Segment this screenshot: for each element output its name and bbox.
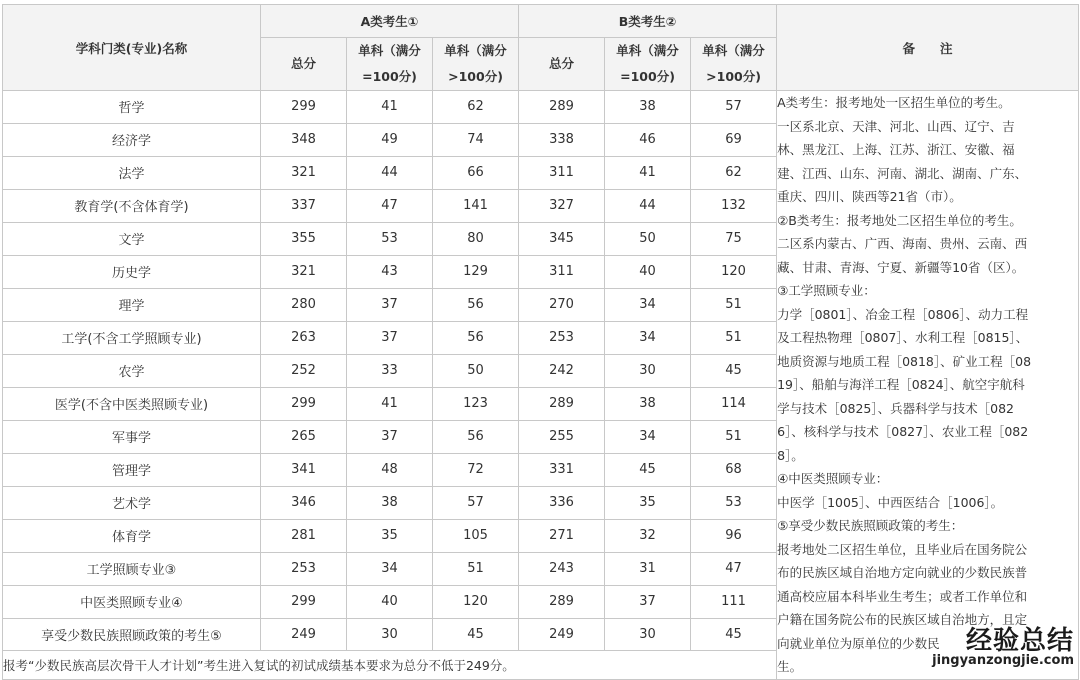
- score-cell-b-s1: 34: [605, 420, 691, 453]
- score-table: [2, 4, 1079, 680]
- score-cell-b-s2: 69: [691, 123, 777, 156]
- score-cell-a-total: 321: [261, 156, 347, 189]
- score-cell-a-s2: 51: [433, 552, 519, 585]
- score-cell-a-s2: 57: [433, 486, 519, 519]
- note-line: A类考生：报考地处一区招生单位的考生。: [777, 95, 1011, 110]
- score-cell-a-total: 281: [261, 519, 347, 552]
- score-cell-a-s2: 45: [433, 618, 519, 651]
- score-cell-b-total: 311: [519, 156, 605, 189]
- subject-name-cell: 军事学: [3, 420, 261, 453]
- header-b-single-gt100: 单科（满分 >100分): [691, 38, 777, 91]
- note-line: 布的民族区域自治地方定向就业的少数民族普: [777, 565, 1028, 580]
- score-cell-b-total: 289: [519, 387, 605, 420]
- header-a-total: 总分: [261, 38, 347, 91]
- score-cell-a-s2: 56: [433, 321, 519, 354]
- score-cell-a-s1: 37: [347, 288, 433, 321]
- note-line: 6］、核科学与技术［0827］、农业工程［082: [777, 424, 1029, 439]
- score-cell-a-total: 263: [261, 321, 347, 354]
- score-cell-b-s1: 32: [605, 519, 691, 552]
- score-cell-b-total: 338: [519, 123, 605, 156]
- score-cell-b-total: 243: [519, 552, 605, 585]
- score-cell-b-s1: 34: [605, 288, 691, 321]
- score-cell-a-s2: 123: [433, 387, 519, 420]
- score-cell-a-s1: 34: [347, 552, 433, 585]
- score-cell-a-s1: 47: [347, 189, 433, 222]
- score-cell-b-s2: 51: [691, 321, 777, 354]
- score-cell-a-s2: 105: [433, 519, 519, 552]
- score-cell-b-s2: 132: [691, 189, 777, 222]
- note-line: 学与技术［0825］、兵器科学与技术［082: [777, 400, 1014, 416]
- subject-name-cell: 工学(不含工学照顾专业): [3, 321, 261, 354]
- score-cell-b-total: 331: [519, 453, 605, 486]
- header-notes: 备 注: [777, 5, 1079, 91]
- score-cell-a-s2: 74: [433, 123, 519, 156]
- score-cell-b-s2: 68: [691, 453, 777, 486]
- score-cell-a-total: 348: [261, 123, 347, 156]
- note-line: 二区系内蒙古、广西、海南、贵州、云南、西: [777, 236, 1028, 251]
- score-cell-a-s2: 56: [433, 288, 519, 321]
- score-cell-a-s1: 41: [347, 91, 433, 124]
- score-cell-b-total: 249: [519, 618, 605, 651]
- score-cell-b-total: 289: [519, 91, 605, 124]
- score-cell-b-s1: 30: [605, 618, 691, 651]
- footer-note: 报考“少数民族高层次骨干人才计划”考生进入复试的初试成绩基本要求为总分不低于249分。: [3, 651, 777, 679]
- score-cell-a-s1: 38: [347, 486, 433, 519]
- score-cell-b-s1: 35: [605, 486, 691, 519]
- score-cell-b-s2: 96: [691, 519, 777, 552]
- score-cell-a-s1: 37: [347, 321, 433, 354]
- score-cell-b-s1: 38: [605, 91, 691, 124]
- score-cell-b-total: 289: [519, 585, 605, 618]
- subject-name-cell: 医学(不含中医类照顾专业): [3, 387, 261, 420]
- score-cell-b-s2: 45: [691, 618, 777, 651]
- subject-name-cell: 享受少数民族照顾政策的考生⑤: [3, 618, 261, 651]
- watermark-url: jingyanzongjie.com: [932, 653, 1074, 668]
- score-cell-b-total: 271: [519, 519, 605, 552]
- score-cell-a-total: 280: [261, 288, 347, 321]
- note-line: ②B类考生：报考地处二区招生单位的考生。: [777, 212, 1022, 228]
- score-cell-b-s1: 38: [605, 387, 691, 420]
- score-cell-a-total: 299: [261, 585, 347, 618]
- score-cell-b-s1: 40: [605, 255, 691, 288]
- subject-name-cell: 工学照顾专业③: [3, 552, 261, 585]
- subject-name-cell: 哲学: [3, 91, 261, 124]
- score-cell-b-s1: 45: [605, 453, 691, 486]
- score-cell-b-s2: 51: [691, 420, 777, 453]
- score-cell-a-s1: 49: [347, 123, 433, 156]
- score-cell-b-total: 255: [519, 420, 605, 453]
- subject-name-cell: 农学: [3, 354, 261, 387]
- score-cell-b-s2: 45: [691, 354, 777, 387]
- score-cell-b-s2: 114: [691, 387, 777, 420]
- score-cell-a-s1: 53: [347, 222, 433, 255]
- score-cell-b-s1: 50: [605, 222, 691, 255]
- score-cell-b-s1: 31: [605, 552, 691, 585]
- table-row: [3, 91, 1079, 124]
- note-line: 报考地处二区招生单位，且毕业后在国务院公: [777, 541, 1028, 557]
- subject-name-cell: 历史学: [3, 255, 261, 288]
- subject-name-cell: 体育学: [3, 519, 261, 552]
- score-cell-a-s1: 41: [347, 387, 433, 420]
- note-line: 重庆、四川、陕西等21省（市）。: [777, 189, 962, 204]
- header-group-a: A类考生①: [261, 5, 519, 38]
- score-cell-b-s2: 53: [691, 486, 777, 519]
- note-line: 藏、甘肃、青海、宁夏、新疆等10省（区）。: [777, 259, 1025, 275]
- note-line: 力学［0801］、冶金工程［0806］、动力工程: [777, 306, 1029, 322]
- score-cell-b-s2: 120: [691, 255, 777, 288]
- subject-name-cell: 文学: [3, 222, 261, 255]
- score-cell-b-s1: 46: [605, 123, 691, 156]
- watermark: [932, 628, 1074, 667]
- score-cell-a-s1: 48: [347, 453, 433, 486]
- score-cell-a-total: 265: [261, 420, 347, 453]
- note-line: 8］。: [777, 447, 804, 463]
- score-cell-a-s1: 43: [347, 255, 433, 288]
- score-cell-a-s2: 66: [433, 156, 519, 189]
- score-cell-a-s2: 120: [433, 585, 519, 618]
- note-line: 中医学［1005］、中西医结合［1006］。: [777, 494, 1004, 510]
- score-cell-b-total: 270: [519, 288, 605, 321]
- score-cell-a-s2: 141: [433, 189, 519, 222]
- note-line: 林、黑龙江、上海、江苏、浙江、安徽、福: [777, 142, 1015, 157]
- note-line: ③工学照顾专业：: [777, 283, 876, 298]
- subject-name-cell: 经济学: [3, 123, 261, 156]
- note-line: 通高校应届本科毕业生考生；或者工作单位和: [777, 588, 1028, 604]
- score-cell-b-total: 242: [519, 354, 605, 387]
- header-b-single-100: 单科（满分 =100分): [605, 38, 691, 91]
- header-group-b: B类考生②: [519, 5, 777, 38]
- score-cell-a-total: 337: [261, 189, 347, 222]
- note-line: ④中医类照顾专业：: [777, 471, 889, 486]
- note-line: 19］、船舶与海洋工程［0824］、航空宇航科: [777, 377, 1025, 392]
- score-cell-a-s2: 72: [433, 453, 519, 486]
- header-subject-name: 学科门类(专业)名称: [3, 5, 261, 91]
- score-cell-b-s1: 37: [605, 585, 691, 618]
- score-cell-b-s2: 57: [691, 91, 777, 124]
- score-cell-b-s1: 44: [605, 189, 691, 222]
- score-cell-a-s1: 37: [347, 420, 433, 453]
- note-line: 向就业单位为原单位的少数民: [777, 635, 940, 651]
- note-line: ⑤享受少数民族照顾政策的考生：: [777, 518, 964, 533]
- score-cell-a-total: 341: [261, 453, 347, 486]
- subject-name-cell: 教育学(不含体育学): [3, 189, 261, 222]
- note-line: 建、江西、山东、河南、湖北、湖南、广东、: [777, 165, 1028, 181]
- score-cell-b-s2: 47: [691, 552, 777, 585]
- header-b-total: 总分: [519, 38, 605, 91]
- subject-name-cell: 理学: [3, 288, 261, 321]
- score-cell-b-s2: 111: [691, 585, 777, 618]
- table-body: [3, 91, 1079, 680]
- notes-cell: [777, 91, 1079, 680]
- score-cell-b-total: 336: [519, 486, 605, 519]
- score-cell-b-s1: 34: [605, 321, 691, 354]
- score-cell-b-total: 311: [519, 255, 605, 288]
- note-line: 户籍在国务院公布的民族区域自治地方，且定: [777, 612, 1028, 627]
- score-cell-a-total: 321: [261, 255, 347, 288]
- score-cell-b-s2: 51: [691, 288, 777, 321]
- score-cell-a-total: 252: [261, 354, 347, 387]
- score-cell-a-s1: 40: [347, 585, 433, 618]
- header-a-single-100: 单科（满分 =100分): [347, 38, 433, 91]
- score-cell-a-total: 249: [261, 618, 347, 651]
- note-line: 地质资源与地质工程［0818］、矿业工程［08: [777, 353, 1032, 369]
- subject-name-cell: 艺术学: [3, 486, 261, 519]
- score-cell-b-total: 253: [519, 321, 605, 354]
- score-cell-a-s2: 56: [433, 420, 519, 453]
- note-line: 生。: [777, 659, 803, 674]
- score-cell-b-s1: 30: [605, 354, 691, 387]
- score-cell-b-total: 345: [519, 222, 605, 255]
- subject-name-cell: 管理学: [3, 453, 261, 486]
- score-cell-a-s2: 129: [433, 255, 519, 288]
- score-cell-a-total: 346: [261, 486, 347, 519]
- score-cell-b-s2: 62: [691, 156, 777, 189]
- score-cell-a-total: 355: [261, 222, 347, 255]
- score-cell-a-total: 299: [261, 91, 347, 124]
- note-line: 及工程热物理［0807］、水利工程［0815］、: [777, 330, 1029, 345]
- header-a-single-gt100: 单科（满分 >100分): [433, 38, 519, 91]
- score-cell-a-s2: 80: [433, 222, 519, 255]
- score-cell-b-s2: 75: [691, 222, 777, 255]
- score-cell-b-total: 327: [519, 189, 605, 222]
- watermark-title: 经验总结: [965, 626, 1074, 656]
- score-cell-a-s1: 44: [347, 156, 433, 189]
- score-cell-a-s1: 30: [347, 618, 433, 651]
- score-cell-b-s1: 41: [605, 156, 691, 189]
- score-cell-a-s2: 50: [433, 354, 519, 387]
- score-cell-a-total: 253: [261, 552, 347, 585]
- subject-name-cell: 中医类照顾专业④: [3, 585, 261, 618]
- score-cell-a-s1: 35: [347, 519, 433, 552]
- note-line: 一区系北京、天津、河北、山西、辽宁、吉: [777, 118, 1015, 134]
- score-cell-a-s2: 62: [433, 91, 519, 124]
- score-cell-a-s1: 33: [347, 354, 433, 387]
- score-cell-a-total: 299: [261, 387, 347, 420]
- subject-name-cell: 法学: [3, 156, 261, 189]
